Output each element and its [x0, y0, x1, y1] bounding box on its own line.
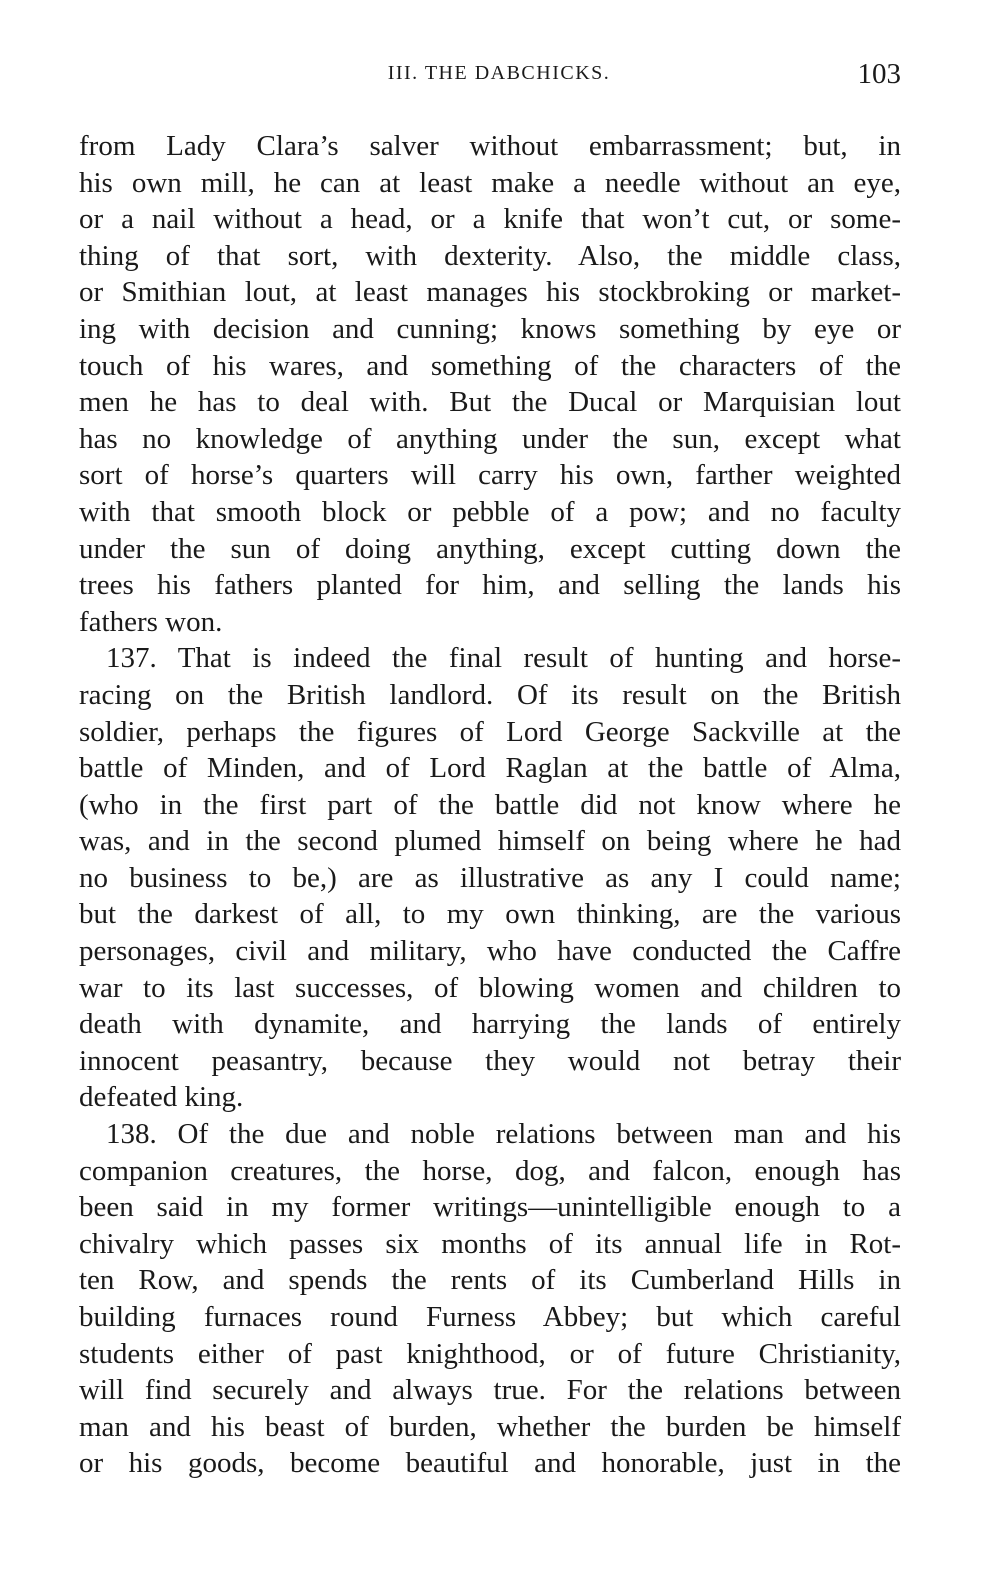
text-line: defeated king. [79, 1081, 244, 1114]
text-line: soldier, perhaps the figures of Lord George Sackville at the [79, 715, 901, 748]
text-line: no business to be,) are as illustrative as any I could name; [79, 861, 901, 894]
text-line: or his goods, become beautiful and honorable, just in the [79, 1447, 901, 1480]
text-line: fathers won. [79, 605, 223, 638]
text-line: been said in my former writings—unintelligible enough to a [79, 1191, 901, 1224]
text-line: ten Row, and spends the rents of its Cumberland Hills in [79, 1264, 901, 1297]
text-line: war to its last successes, of blowing women and children to [79, 971, 901, 1004]
text-line: or Smithian lout, at least manages his stockbroking or market- [79, 276, 901, 309]
text-line: innocent peasantry, because they would not betray their [79, 1044, 901, 1077]
text-line: chivalry which passes six months of its annual life in Rot- [79, 1227, 901, 1260]
text-line: under the sun of doing anything, except cutting down the [79, 532, 901, 565]
text-line: men he has to deal with. But the Ducal or Marquisian lout [79, 386, 901, 419]
text-line: racing on the British landlord. Of its result on the British [79, 678, 901, 711]
text-line: man and his beast of burden, whether the burden be himself [79, 1410, 901, 1443]
text-line: students either of past knighthood, or of future Christianity, [79, 1337, 901, 1370]
text-line: personages, civil and military, who have conducted the Caffre [79, 935, 901, 968]
text-line: 138. Of the due and noble relations between man and his [106, 1118, 901, 1151]
text-line: from Lady Clara’s salver without embarrassment; but, in [79, 130, 901, 162]
text-line: or a nail without a head, or a knife that won’t cut, or some- [79, 203, 901, 236]
running-title: III. THE DABCHICKS. [387, 62, 611, 84]
text-line: building furnaces round Furness Abbey; but which careful [79, 1301, 901, 1333]
text-line: thing of that sort, with dexterity. Also, the middle class, [79, 239, 901, 272]
text-line: trees his fathers planted for him, and selling the lands his [79, 569, 901, 602]
text-line: touch of his wares, and something of the characters of the [79, 349, 901, 382]
text-line: his own mill, he can at least make a needle without an eye, [79, 166, 901, 199]
running-head [79, 58, 901, 88]
text-line: companion creatures, the horse, dog, and falcon, enough has [79, 1154, 901, 1187]
text-line: has no knowledge of anything under the sun, except what [79, 422, 901, 455]
page-number: 103 [857, 58, 901, 90]
text-line: but the darkest of all, to my own thinking, are the various [79, 898, 901, 931]
text-line: death with dynamite, and harrying the lands of entirely [79, 1008, 901, 1041]
text-line: battle of Minden, and of Lord Raglan at the battle of Alma, [79, 752, 901, 785]
text-line: 137. That is indeed the final result of hunting and horse- [106, 642, 901, 675]
text-line: sort of horse’s quarters will carry his own, farther weighted [79, 459, 901, 492]
text-line: (who in the first part of the battle did not know where he [79, 788, 901, 821]
body-text [79, 128, 901, 1482]
text-line: will find securely and always true. For the relations between [79, 1374, 901, 1407]
text-line: with that smooth block or pebble of a pow; and no faculty [79, 495, 901, 528]
text-line: was, and in the second plumed himself on being where he had [79, 825, 901, 858]
text-line: ing with decision and cunning; knows something by eye or [79, 312, 901, 345]
